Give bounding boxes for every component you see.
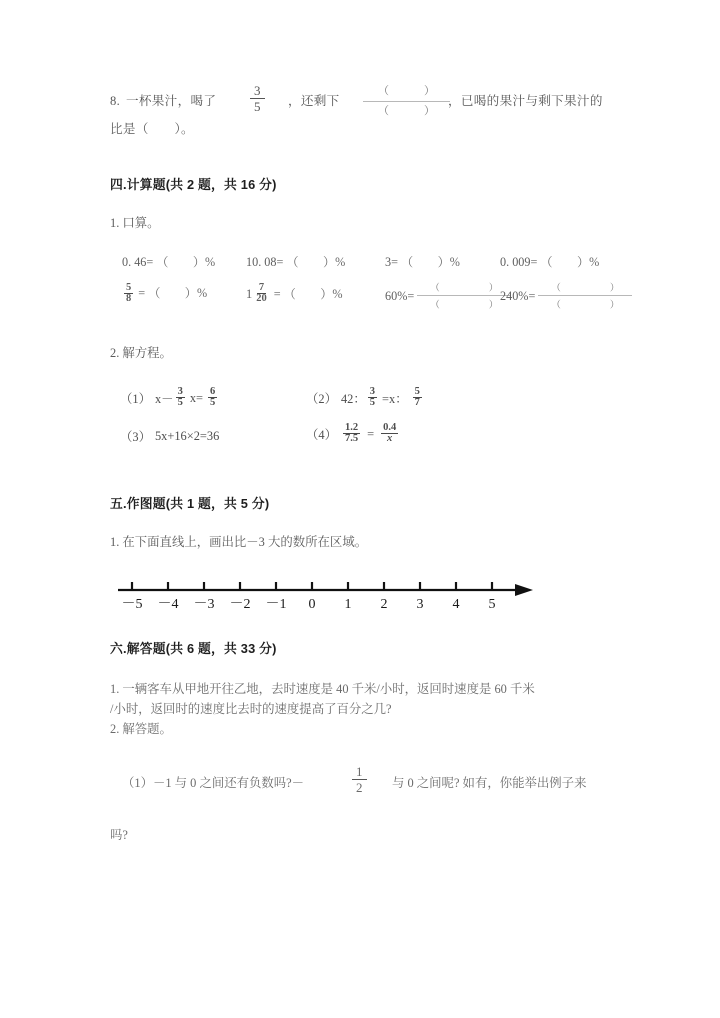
question-8-text-part3: ，已喝的果汁与剩下果汁的 xyxy=(448,94,603,108)
question-8 xyxy=(110,82,620,138)
oral-item-6-den: 20 xyxy=(256,293,267,305)
oral-item-1-blank[interactable]: （ ）% xyxy=(156,255,216,269)
oral-item-5-equals: = xyxy=(138,286,146,301)
oral-calc-row-2 xyxy=(110,281,630,315)
oral-item-6-equals: = xyxy=(273,286,281,301)
number-line-tick-label: －4 xyxy=(157,597,179,612)
equation-row-1 xyxy=(110,387,620,423)
section-4-sub2: 2. 解方程。 xyxy=(110,346,172,360)
oral-item-8-den[interactable]: （ ） xyxy=(551,301,630,311)
question-8-line2[interactable]: 比是（ ）。 xyxy=(110,122,194,136)
oral-item-7-den[interactable]: （ ） xyxy=(430,301,509,311)
number-line-tick-label: 3 xyxy=(416,597,424,612)
oral-item-4-left: 0. 009= xyxy=(500,255,538,269)
q2-sub1-line2: 吗? xyxy=(110,828,128,843)
section-5-heading: 五.作图题(共 1 题，共 5 分) xyxy=(110,496,270,511)
fraction-one-half xyxy=(348,765,371,795)
oral-item-3-left: 3= xyxy=(385,255,398,269)
section-6-q1-line2: /小时，返回时的速度比去时的速度提高了百分之几? xyxy=(110,702,392,717)
equation-3[interactable] xyxy=(120,427,219,445)
equation-2-fraction-2: $\frac{5}{7}$ xyxy=(414,385,420,409)
q2-sub1-pre: （1）－1 与 0 之间还有负数吗?－ xyxy=(122,776,305,791)
number-line-svg[interactable] xyxy=(110,568,550,616)
oral-item-4[interactable] xyxy=(500,253,599,270)
section-6-q1-line1: 1. 一辆客车从甲地开往乙地，去时速度是 40 千米/小时，返回时速度是 60 千米 xyxy=(110,682,535,696)
section-4-heading: 四.计算题(共 2 题，共 16 分) xyxy=(110,177,277,192)
oral-item-8-blank-fraction[interactable] xyxy=(538,280,632,311)
oral-item-8[interactable] xyxy=(500,281,635,312)
blank-fraction-numerator[interactable]: （ ） xyxy=(363,83,450,102)
oral-item-7[interactable] xyxy=(385,281,514,312)
number-line-tick-label: －3 xyxy=(193,597,215,612)
number-line-tick-label: 0 xyxy=(308,597,316,612)
number-line-tick-label: －1 xyxy=(265,597,287,612)
q2-frac-den: 2 xyxy=(356,780,363,796)
section-4-sub1: 1. 口算。 xyxy=(110,216,160,230)
equation-1-label: （1） xyxy=(120,392,151,407)
equation-1-expr: x－ xyxy=(154,392,174,407)
oral-item-1-left: 0. 46= xyxy=(122,255,154,269)
section-5-sub1: 1. 在下面直线上，画出比－3 大的数所在区域。 xyxy=(110,535,368,549)
oral-item-5[interactable] xyxy=(122,283,207,306)
oral-item-7-num[interactable]: （ ） xyxy=(417,280,511,296)
oral-item-5-blank[interactable]: （ ）% xyxy=(148,286,208,301)
equation-3-label: （3） xyxy=(120,430,151,444)
fraction-denominator: 5 xyxy=(254,99,261,115)
oral-item-4-blank[interactable]: （ ）% xyxy=(540,255,600,269)
equation-2-mid: =x： xyxy=(382,392,408,407)
oral-item-6-blank[interactable]: （ ）% xyxy=(283,286,343,301)
blank-fraction-answer[interactable] xyxy=(360,84,453,121)
equation-3-expr: 5x+16×2=36 xyxy=(154,428,220,443)
section-6-heading: 六.解答题(共 6 题，共 33 分) xyxy=(110,641,277,656)
equation-4-fraction-1: $\frac{1.2}{7.5}$ xyxy=(344,421,359,445)
oral-item-8-left: 240% xyxy=(500,289,529,303)
fraction-numerator: 3 xyxy=(250,84,265,100)
question-8-text-part1: 一杯果汁，喝了 xyxy=(126,94,217,108)
q2-sub1-post: 与 0 之间呢? 如有，你能举出例子来 xyxy=(392,776,587,791)
mixed-number-one-seven-twentieths xyxy=(246,283,271,306)
oral-item-3[interactable] xyxy=(385,253,460,270)
blank-fraction-denominator[interactable]: （ ） xyxy=(378,105,447,118)
number-line-tick-label: －5 xyxy=(121,597,143,612)
question-8-number: 8. xyxy=(110,94,121,108)
oral-item-7-blank-fraction[interactable] xyxy=(417,280,511,311)
equation-2-fraction-1: $\frac{3}{5}$ xyxy=(369,385,376,409)
oral-item-8-num[interactable]: （ ） xyxy=(538,280,632,296)
number-line-tick-label: 2 xyxy=(380,597,388,612)
oral-item-7-equals: = xyxy=(407,289,415,303)
number-line-tick-label: 4 xyxy=(452,597,460,612)
number-line-tick-label: 5 xyxy=(488,597,496,612)
oral-item-1[interactable] xyxy=(122,253,215,270)
number-line-labels xyxy=(122,597,496,612)
oral-item-3-blank[interactable]: （ ）% xyxy=(401,255,460,269)
equation-row-2 xyxy=(110,423,620,463)
equation-1-fraction-2: $\frac{6}{5}$ xyxy=(210,385,216,409)
number-line-arrow-icon xyxy=(515,584,533,596)
fraction-five-eighths xyxy=(124,283,133,306)
section-6-q2-sub1 xyxy=(110,763,620,843)
equation-1-fraction-1: $\frac{3}{5}$ xyxy=(177,385,183,409)
equation-4-label: （4） xyxy=(306,428,337,443)
oral-item-5-den: 8 xyxy=(126,293,132,305)
equation-4-fraction-2: $\frac{0.4}{x}$ xyxy=(383,421,397,445)
oral-item-6[interactable] xyxy=(246,283,343,306)
equation-4-mid: = xyxy=(367,426,375,441)
number-line-figure[interactable] xyxy=(110,568,550,616)
equation-1-mid: x= xyxy=(189,390,204,405)
equation-2-label: （2） xyxy=(306,392,337,407)
fraction-three-fifths xyxy=(246,84,269,114)
oral-item-8-equals: = xyxy=(528,289,536,303)
number-line-tick-label: 1 xyxy=(344,597,352,612)
equation-1[interactable] xyxy=(120,387,219,410)
oral-item-2-blank[interactable]: （ ）% xyxy=(286,255,346,269)
oral-item-6-whole: 1 xyxy=(246,286,253,301)
oral-item-5-num: 5 xyxy=(126,281,132,293)
worksheet-content xyxy=(110,82,630,843)
oral-item-6-num: 7 xyxy=(258,281,265,293)
question-8-text-part2: ，还剩下 xyxy=(288,94,340,108)
number-line-tick-label: －2 xyxy=(229,597,251,612)
equation-2-expr: 42： xyxy=(340,392,366,407)
equation-2[interactable] xyxy=(306,387,424,410)
oral-item-2-left: 10. 08= xyxy=(246,255,284,269)
oral-calc-row-1 xyxy=(110,253,620,281)
section-6-q2-label: 2. 解答题。 xyxy=(110,722,172,737)
equation-4[interactable] xyxy=(306,423,400,446)
oral-item-7-left: 60% xyxy=(385,289,408,303)
number-line-ticks xyxy=(132,582,492,590)
oral-item-2[interactable] xyxy=(246,253,345,270)
q2-frac-num: 1 xyxy=(352,765,367,781)
